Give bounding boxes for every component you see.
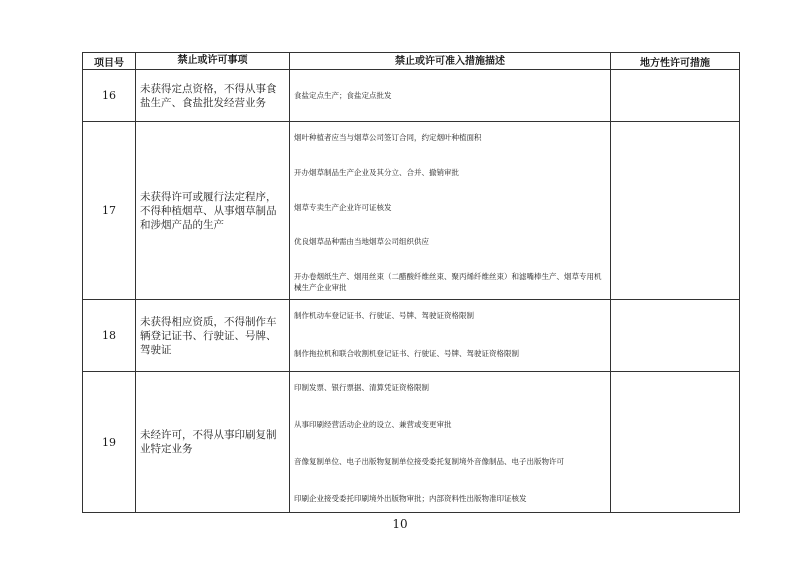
measure-line: 开办烟草制品生产企业及其分立、合并、撤销审批	[294, 167, 459, 177]
measure-line: 音像复制单位、电子出版物复制单位接受委托复制境外音像制品、电子出版物许可	[294, 457, 564, 466]
table-row	[83, 70, 740, 122]
row-matter: 未获得定点资格，不得从事食盐生产、食盐批发经营业务	[136, 70, 290, 122]
row-matter: 未经许可，不得从事印刷复制业特定业务	[136, 372, 290, 513]
table-row	[83, 300, 740, 372]
row-number: 18	[83, 300, 136, 372]
row-measures	[290, 122, 611, 300]
measure-line: 制作拖拉机和联合收割机登记证书、行驶证、号牌、驾驶证资格限制	[294, 349, 519, 358]
row-number: 16	[83, 70, 136, 122]
measure-line: 制作机动车登记证书、行驶证、号牌、驾驶证资格限制	[294, 311, 474, 320]
row-local-measure	[611, 372, 740, 513]
row-number: 17	[83, 122, 136, 300]
row-measures	[290, 300, 611, 372]
measure-line: 食盐定点生产；食盐定点批发	[294, 91, 392, 100]
table-row	[83, 372, 740, 513]
measure-line: 印刷企业接受委托印刷境外出版物审批；内部资料性出版物准印证核发	[294, 494, 527, 503]
measure-line: 烟叶种植者应当与烟草公司签订合同，约定烟叶种植面积	[294, 133, 482, 142]
measure-line: 优良烟草品种需由当地烟草公司组织供应	[294, 237, 429, 247]
page-number: 10	[392, 517, 408, 531]
header-matter: 禁止或许可事项	[136, 53, 290, 70]
measure-line: 印制发票、银行票据、清算凭证资格限制	[294, 383, 429, 392]
row-measures	[290, 372, 611, 513]
header-item-number: 项目号	[83, 53, 136, 70]
measure-line: 开办卷烟纸生产、烟用丝束（二醋酸纤维丝束、聚丙烯纤维丝束）和滤嘴棒生产、烟草专用机械生产企业审批	[294, 272, 602, 292]
table-header-row	[83, 53, 740, 70]
row-matter: 未获得相应资质，不得制作车辆登记证书、行驶证、号牌、驾驶证	[136, 300, 290, 372]
measure-line: 从事印刷经营活动企业的设立、兼营或变更审批	[294, 420, 452, 429]
header-measure-description: 禁止或许可准入措施描述	[290, 53, 611, 70]
regulation-table	[82, 52, 740, 513]
row-matter: 未获得许可或履行法定程序，不得种植烟草、从事烟草制品和涉烟产品的生产	[136, 122, 290, 300]
table-row	[83, 122, 740, 300]
row-local-measure	[611, 122, 740, 300]
measure-line: 烟草专卖生产企业许可证核发	[294, 202, 392, 212]
row-local-measure	[611, 300, 740, 372]
row-local-measure	[611, 70, 740, 122]
header-local-measures: 地方性许可措施	[611, 53, 740, 70]
row-number: 19	[83, 372, 136, 513]
row-measures	[290, 70, 611, 122]
